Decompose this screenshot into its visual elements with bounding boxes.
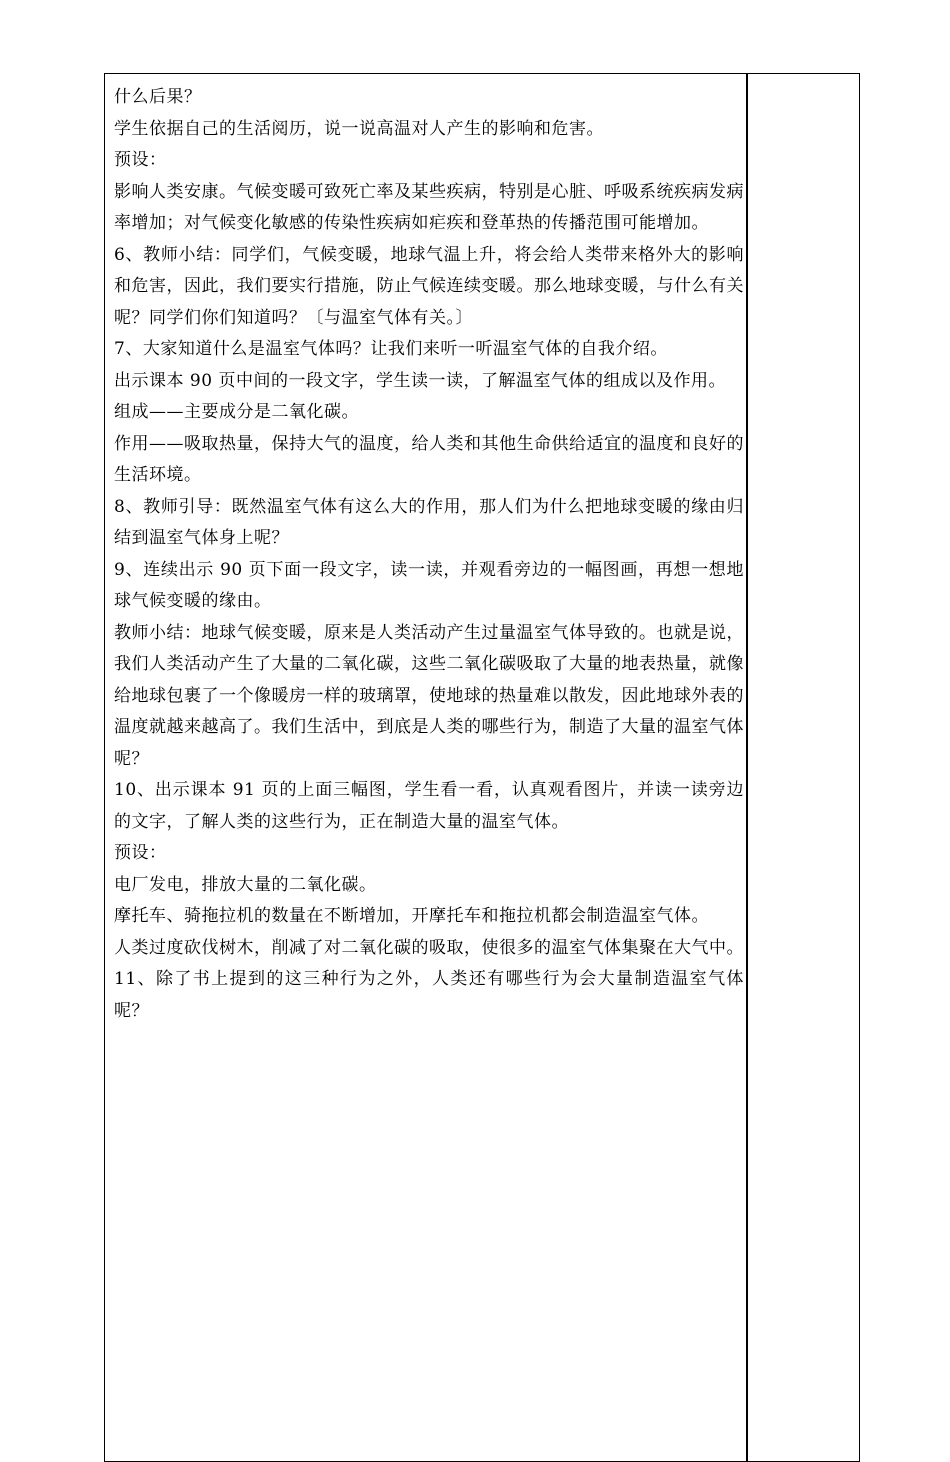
column-divider	[746, 73, 748, 1462]
paragraph: 7、大家知道什么是温室气体吗？让我们来听一听温室气体的自我介绍。	[114, 339, 668, 359]
paragraph: 组成——主要成分是二氧化碳。	[114, 402, 359, 422]
paragraph: 电厂发电，排放大量的二氧化碳。	[114, 874, 377, 895]
paragraph: 摩托车、骑拖拉机的数量在不断增加，开摩托车和拖拉机都会制造温室气体。	[114, 906, 709, 926]
lesson-content	[114, 82, 744, 1027]
paragraph: 预设：	[114, 150, 167, 170]
paragraph: 11、除了书上提到的这三种行为之外，人类还有哪些行为会大量制造温室气体呢？	[114, 969, 744, 1021]
paragraph: 预设：	[114, 843, 167, 863]
paragraph: 8、教师引导：既然温室气体有这么大的作用，那人们为什么把地球变暖的缘由归结到温室气体身上呢？	[114, 496, 744, 548]
paragraph: 学生依据自己的生活阅历，说一说高温对人产生的影响和危害。	[114, 118, 604, 139]
paragraph: 影响人类安康。气候变暖可致死亡率及某些疾病，特别是心脏、呼吸系统疾病发病率增加；对气候变化敏感的传染性疾病如疟疾和登革热的传播范围可能增加。	[114, 181, 744, 233]
paragraph: 出示课本 90 页中间的一段文字，学生读一读，了解温室气体的组成以及作用。	[114, 370, 726, 391]
paragraph: 人类过度砍伐树木，削减了对二氧化碳的吸取，使很多的温室气体集聚在大气中。	[114, 937, 744, 958]
paragraph: 什么后果？	[114, 87, 202, 107]
paragraph: 10、出示课本 91 页的上面三幅图，学生看一看，认真观看图片，并读一读旁边的文字，了解人类的这些行为，正在制造大量的温室气体。	[114, 780, 744, 832]
paragraph: 6、教师小结：同学们，气候变暖，地球气温上升，将会给人类带来格外大的影响和危害，因此，我们要实行措施，防止气候连续变暖。那么地球变暖，与什么有关呢？同学们你们知道吗？〔与温室气体有关。〕	[114, 244, 744, 328]
paragraph: 作用——吸取热量，保持大气的温度，给人类和其他生命供给适宜的温度和良好的生活环境。	[114, 433, 744, 485]
paragraph: 9、连续出示 90 页下面一段文字，读一读，并观看旁边的一幅图画，再想一想地球气候变暖的缘由。	[114, 559, 744, 611]
paragraph: 教师小结：地球气候变暖，原来是人类活动产生过量温室气体导致的。也就是说，我们人类活动产生了大量的二氧化碳，这些二氧化碳吸取了大量的地表热量，就像给地球包裹了一个像暖房一样的玻璃罩，使地球的热量难以散发，因此地球外表的温度就越来越高了。我们生活中，到底是人类的哪些行为，制造了大量的温室气体呢？	[114, 622, 744, 769]
